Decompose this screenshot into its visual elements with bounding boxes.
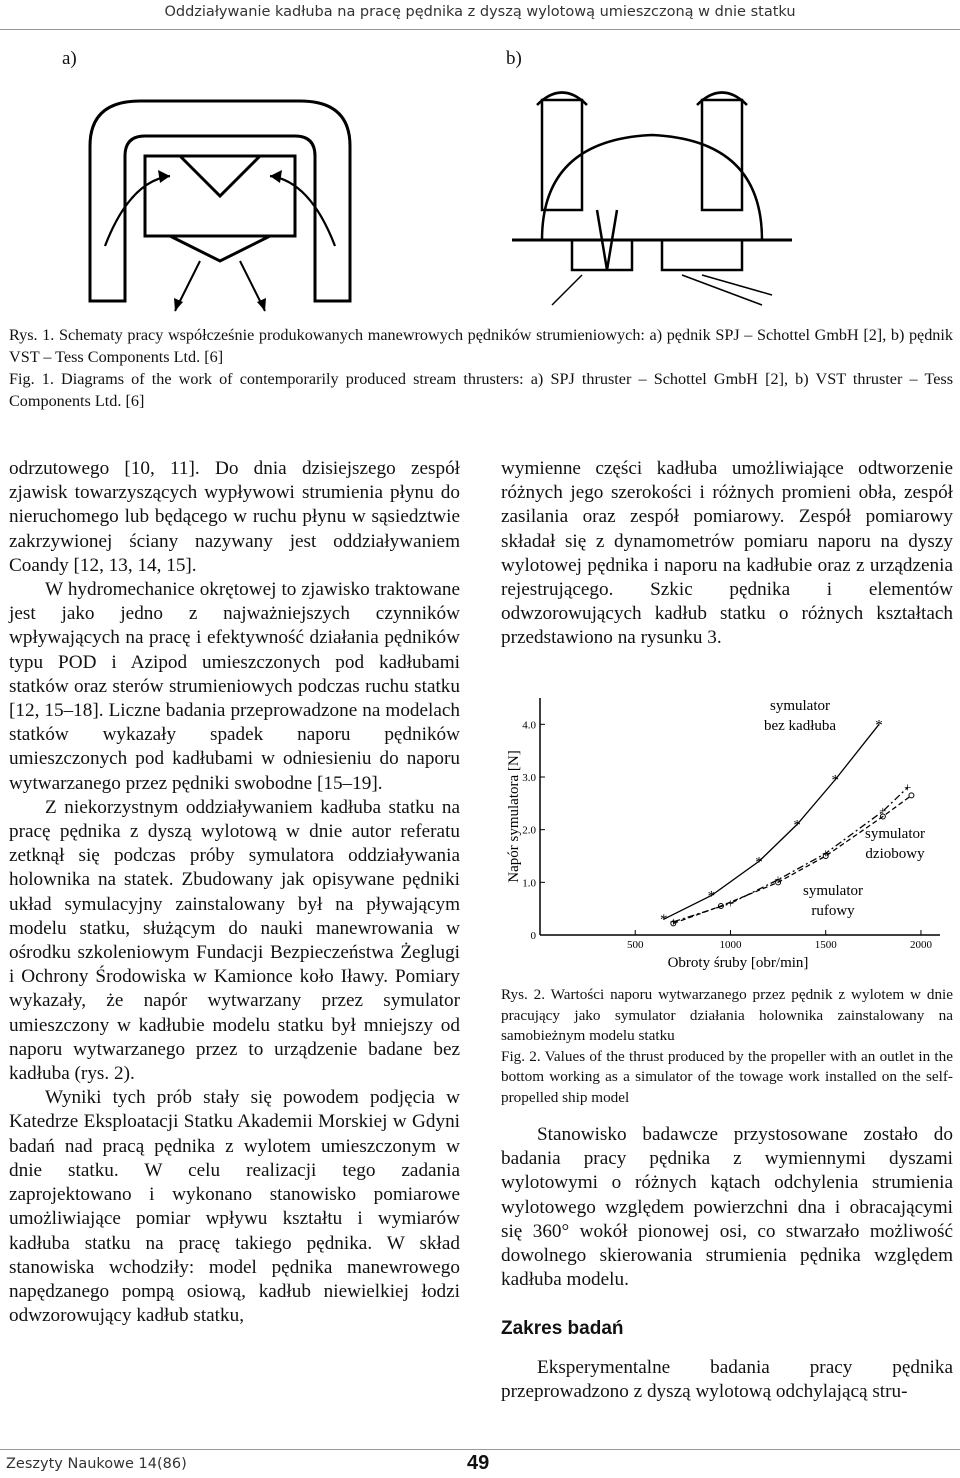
page-number: 49 <box>467 1452 490 1474</box>
right-column-end <box>501 1356 953 1404</box>
y-tick-label: 3.0 <box>522 772 536 784</box>
journal-name: Zeszyty Naukowe 14(86) <box>6 1456 187 1472</box>
paragraph: wymienne części kadłuba umożliwiające odtworzenie różnych jego szerokości i różnych promieni obła, zespół zasilania oraz zespół pomiarowy. Zespół pomiarowy składał się z dynamometrów pomiaru naporu na dyszy wylotowej pędnika i naporu na kadłubie oraz z urządzenia rejestrującego. Szkic pędnika i elementów odwzorowujących kadłub statku o różnych kształtach przedstawiono na rysunku 3. <box>501 458 953 649</box>
data-point: + <box>903 779 912 795</box>
paragraph: Z niekorzystnym oddziaływaniem kadłuba statku na pracę pędnika z dyszą wylotową w dnie autor referatu zetknął się podczas próby symulatora oddziaływania holownika na statek. Zbudowany jak opisywane pędniki układ symulacyjny zainstalowany był na pływającym modelu statku, służącym do nauki manewrowania w ośrodku szkoleniowym Fundacji Bezpieczeństwa Żeglugi i Ochrony Środowiska w Kamionce koło Iławy. Pomiary wykazały, że napór wytwarzany przez symulator umieszczony w kadłubie modelu statku był mniejszy od naporu wytwarzanego przez to urządzenie badane bez kadłuba (rys. 2). <box>9 796 460 1085</box>
x-tick-label: 500 <box>626 939 644 951</box>
vst-thruster-drawing <box>512 80 792 310</box>
data-point: * <box>707 888 716 905</box>
y-tick-label: 2.0 <box>522 824 536 837</box>
left-column <box>9 457 460 1328</box>
data-point <box>909 793 914 798</box>
x-tick-label: 1500 <box>814 939 837 951</box>
right-column-top <box>501 457 953 651</box>
paragraph: Stanowisko badawcze przystosowane zostało do badania pracy pędnika z wymiennymi dyszami wylotowymi o różnych kątach odchylenia strumienia wylotowego względem powierzchni dna i obracającymi się 360° wokół pionowej osi, co stwarzało możliwość dowolnego skierowania strumienia pędnika względem kadłuba modelu. <box>501 1124 953 1291</box>
figure1-caption-en: Fig. 1. Diagrams of the work of contemporarily produced stream thrusters: a) SPJ thruster – Schottel GmbH [2], b) VST thruster – Tess Components Ltd. [6] <box>9 370 953 410</box>
y-tick-label: 1.0 <box>522 877 536 890</box>
data-point: * <box>793 817 801 834</box>
thrust-chart <box>500 690 954 980</box>
paragraph: W hydromechanice okrętowej to zjawisko traktowane jest jako jedno z najważniejszych czynników wpływających na pracę i efektywność działania pędników typu POD i Azipod umieszczonych pod kadłubami statków oraz sterów strumieniowych podczas ruchu statku [12, 15–18]. Liczne badania przeprowadzone na modelach statków wykazały spadek naporu pędników umieszczonych pod kadłubami w odniesieniu do naporu wytwarzanego przez pędniki swobodne [15–19]. <box>9 579 460 794</box>
section-heading: Zakres badań <box>501 1318 624 1339</box>
data-point: + <box>774 871 782 887</box>
series-label: rufowy <box>811 903 855 919</box>
y-tick-label: 0 <box>530 930 536 942</box>
running-header: Oddziaływanie kadłuba na pracę pędnika z dyszą wylotową umieszczoną w dnie statku <box>164 4 796 20</box>
spj-thruster-drawing <box>70 86 370 316</box>
series-label: bez kadłuba <box>763 718 837 734</box>
y-tick-label: 4.0 <box>522 719 536 732</box>
data-point: + <box>669 913 678 929</box>
paragraph: Eksperymentalne badania pracy pędnika przeprowadzono z dyszą wylotową odchylającą stru- <box>501 1357 953 1403</box>
y-axis-label: Napór symulatora [N] <box>506 750 522 883</box>
footer-rule <box>0 1449 960 1450</box>
figure2-caption-pl: Rys. 2. Wartości naporu wytwarzanego przez pędnik z wylotem w dnie pracujący jako symulator działania holownika zainstalowany na samobieżnym modelu statku <box>501 986 953 1044</box>
data-point: + <box>822 845 830 861</box>
x-tick-label: 2000 <box>909 939 932 951</box>
series-label: symulator <box>770 698 830 714</box>
series-label: symulator <box>803 883 863 899</box>
data-point: * <box>660 912 668 929</box>
paragraph: odrzutowego [10, 11]. Do dnia dzisiejszego zespół zjawisk towarzyszących wypływowi strumienia płynu do nieruchomego lub będącego w ruchu płynu w sąsiedztwie zakrzywionej ściany nazywany jest oddziaływaniem Coandy [12, 13, 14, 15]. <box>9 458 460 576</box>
right-column-bottom <box>501 1123 953 1292</box>
figure-label-a: a) <box>62 48 77 69</box>
data-point: * <box>831 772 839 789</box>
paragraph: Wyniki tych prób stały się powodem podjęcia w Katedrze Eksploatacji Statku Akademii Morskiej w Gdyni badań nad pracą pędnika z wylotem umieszczonym w dnie statku. W celu realizacji tego zadania zaprojektowano i wykonano stanowisko pomiarowe umożliwiające pomiar wpływu kształtu i wymiarów kadłuba statku na pracę takiego pędnika. W skład stanowiska wchodziły: model pędnika manewrowego napędzanego pompą osiową, kadłub niewielkiej łodzi odwzorowujący kadłub statku, <box>9 1087 460 1327</box>
x-axis-label: Obroty śruby [obr/min] <box>667 955 809 971</box>
data-point: * <box>755 854 763 871</box>
figure1-caption <box>9 324 953 412</box>
series-label: symulator <box>865 826 925 842</box>
data-point: + <box>726 895 735 911</box>
figure2-caption-en: Fig. 2. Values of the thrust produced by the propeller with an outlet in the bottom working as a simulator of the towage work installed on the self-propelled ship model <box>501 1047 953 1106</box>
header-rule <box>0 29 960 30</box>
data-point: + <box>879 803 887 819</box>
figure2-caption <box>501 985 953 1108</box>
series-label: dziobowy <box>865 846 925 862</box>
figure1-caption-pl: Rys. 1. Schematy pracy współcześnie produkowanych manewrowych pędników strumieniowych: a) pędnik SPJ – Schottel GmbH [2], b) pędnik VST – Tess Components Ltd. [6] <box>9 326 953 366</box>
data-point: * <box>875 717 883 734</box>
x-tick-label: 1000 <box>719 939 742 951</box>
figure-label-b: b) <box>506 48 522 69</box>
